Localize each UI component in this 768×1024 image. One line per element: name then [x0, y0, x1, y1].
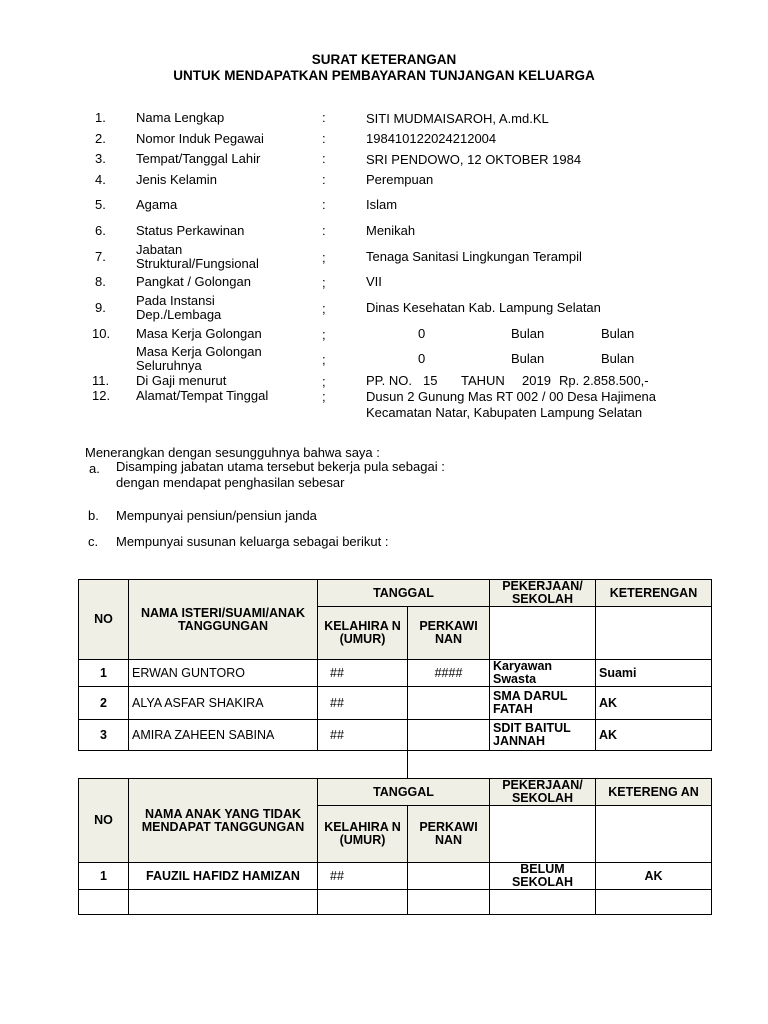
header-nama: NAMA ISTERI/SUAMI/ANAK TANGGUNGAN [129, 580, 318, 660]
field-label-line2: Seluruhnya [136, 358, 202, 373]
header-keterangan: KETERENGAN [596, 580, 712, 607]
field-label: Pangkat / Golongan [136, 274, 251, 289]
header-tanggal: TANGGAL [318, 580, 490, 607]
gaji-tahun-label: TAHUN [461, 373, 505, 388]
masa-kerja-unit: Bulan [511, 351, 545, 366]
document-title: SURAT KETERANGAN [311, 52, 457, 67]
row-nama: FAUZIL HAFIDZ HAMIZAN [129, 863, 318, 890]
non-dependent-table [78, 778, 712, 915]
row-perkawinan: #### [408, 660, 490, 687]
field-separator: : [322, 131, 326, 146]
row-no: 3 [79, 720, 129, 751]
field-label: Nama Lengkap [136, 110, 225, 125]
field-number: 12. [92, 388, 111, 403]
table-row [79, 720, 712, 751]
field-separator: : [322, 151, 326, 166]
statement-b-label: b. [88, 508, 99, 523]
row-perkawinan [408, 890, 490, 915]
field-label-line2: Dep./Lembaga [136, 307, 222, 322]
header-perkawinan: PERKAWI NAN [408, 607, 490, 660]
row-no [79, 890, 129, 915]
field-separator: : [322, 110, 326, 125]
header-perkawinan: PERKAWI NAN [408, 806, 490, 863]
row-keterangan: AK [596, 720, 712, 751]
field-separator: : [322, 223, 326, 238]
masa-kerja-unit: Bulan [601, 326, 635, 341]
field-number: 6. [95, 223, 106, 238]
field-separator: ; [322, 301, 326, 316]
field-number: 11. [92, 373, 110, 388]
field-value: Dinas Kesehatan Kab. Lampung Selatan [366, 300, 601, 315]
field-value: Perempuan [366, 172, 434, 187]
field-value: VII [366, 274, 382, 289]
field-value: Tenaga Sanitasi Lingkungan Terampil [366, 249, 582, 264]
row-perkawinan [408, 687, 490, 720]
field-separator: ; [322, 275, 326, 290]
statement-c-text: Mempunyai susunan keluarga sebagai berikut : [116, 534, 389, 549]
row-nama [129, 890, 318, 915]
field-label-line2: Struktural/Fungsional [136, 256, 259, 271]
field-label: Jabatan [136, 242, 183, 257]
masa-kerja-number: 0 [418, 351, 426, 366]
field-number: 10. [92, 326, 111, 341]
row-perkawinan [408, 720, 490, 751]
field-number: 5. [95, 197, 106, 212]
header-kelahiran: KELAHIRA N (UMUR) [318, 806, 408, 863]
field-label: Alamat/Tempat Tinggal [136, 388, 269, 403]
header-kelahiran: KELAHIRA N (UMUR) [318, 607, 408, 660]
statement-a-label: a. [89, 461, 100, 476]
field-value: 198410122024212004 [366, 131, 497, 146]
header-pekerjaan: PEKERJAAN/ SEKOLAH [490, 580, 596, 607]
field-value: Islam [366, 197, 398, 212]
field-number: 3. [95, 151, 106, 166]
masa-kerja-unit: Bulan [511, 326, 545, 341]
gaji-pp-number: 15 [423, 373, 438, 388]
row-kelahiran [318, 890, 408, 915]
gaji-tahun: 2019 [522, 373, 551, 388]
field-label: Nomor Induk Pegawai [136, 131, 264, 146]
row-kelahiran: ## [318, 863, 408, 890]
statement-a-line1: Disamping jabatan utama tersebut bekerja pula sebagai : [116, 459, 445, 474]
header-nama: NAMA ANAK YANG TIDAK MENDAPAT TANGGUNGAN [129, 779, 318, 863]
table-divider-line [407, 750, 408, 778]
table-row [79, 687, 712, 720]
row-pekerjaan: SDIT BAITUL JANNAH [490, 720, 596, 751]
field-separator: ; [322, 250, 326, 265]
row-nama: AMIRA ZAHEEN SABINA [129, 720, 318, 751]
field-label: Tempat/Tanggal Lahir [136, 151, 261, 166]
field-separator: ; [322, 389, 326, 404]
field-value: Menikah [366, 223, 416, 238]
row-perkawinan [408, 863, 490, 890]
header-empty-cell [596, 607, 712, 660]
masa-kerja-unit: Bulan [601, 351, 635, 366]
row-kelahiran: ## [318, 720, 408, 751]
gaji-amount: Rp. 2.858.500,- [559, 373, 649, 388]
field-number: 9. [95, 300, 106, 315]
field-number: 7. [95, 249, 106, 264]
row-no: 1 [79, 863, 129, 890]
row-pekerjaan [490, 890, 596, 915]
row-pekerjaan: Karyawan Swasta [490, 660, 596, 687]
row-pekerjaan: SMA DARUL FATAH [490, 687, 596, 720]
header-pekerjaan: PEKERJAAN/ SEKOLAH [490, 779, 596, 806]
header-empty-cell [490, 806, 596, 863]
field-separator: : [322, 197, 326, 212]
field-label: Jenis Kelamin [136, 172, 217, 187]
field-label: Status Perkawinan [136, 223, 245, 238]
row-nama: ALYA ASFAR SHAKIRA [129, 687, 318, 720]
table-row [79, 863, 712, 890]
field-separator: ; [322, 327, 326, 342]
header-no: NO [79, 580, 129, 660]
field-separator: ; [322, 352, 326, 367]
row-nama: ERWAN GUNTORO [129, 660, 318, 687]
statement-b-text: Mempunyai pensiun/pensiun janda [116, 508, 317, 523]
row-kelahiran: ## [318, 660, 408, 687]
field-label: Masa Kerja Golongan [136, 326, 262, 341]
field-value: SRI PENDOWO, 12 OKTOBER 1984 [366, 152, 582, 167]
field-label: Masa Kerja Golongan [136, 344, 262, 359]
row-no: 1 [79, 660, 129, 687]
statement-a-line2: dengan mendapat penghasilan sebesar [116, 475, 345, 490]
header-no: NO [79, 779, 129, 863]
row-kelahiran: ## [318, 687, 408, 720]
row-keterangan [596, 890, 712, 915]
table-row [79, 890, 712, 915]
header-empty-cell [596, 806, 712, 863]
field-number: 4. [95, 172, 106, 187]
statement-intro: Menerangkan dengan sesungguhnya bahwa saya : [85, 445, 380, 460]
field-label: Pada Instansi [136, 293, 215, 308]
row-pekerjaan: BELUM SEKOLAH [490, 863, 596, 890]
header-tanggal: TANGGAL [318, 779, 490, 806]
header-empty-cell [490, 607, 596, 660]
field-number: 2. [95, 131, 106, 146]
field-value: SITI MUDMAISAROH, A.md.KL [366, 111, 549, 126]
field-label: Di Gaji menurut [136, 373, 227, 388]
family-table [78, 579, 712, 751]
field-separator: : [322, 172, 326, 187]
gaji-pp-label: PP. NO. [366, 373, 413, 388]
header-keterangan: KETERENG AN [596, 779, 712, 806]
masa-kerja-number: 0 [418, 326, 426, 341]
field-label: Agama [136, 197, 178, 212]
row-keterangan: AK [596, 863, 712, 890]
field-separator: ; [322, 374, 326, 389]
table-row [79, 660, 712, 687]
field-number: 1. [95, 110, 106, 125]
field-value: Dusun 2 Gunung Mas RT 002 / 00 Desa Hajimena [366, 389, 657, 404]
row-keterangan: AK [596, 687, 712, 720]
row-no: 2 [79, 687, 129, 720]
document-subtitle: UNTUK MENDAPATKAN PEMBAYARAN TUNJANGAN KELUARGA [173, 68, 595, 83]
statement-c-label: c. [88, 534, 99, 549]
field-value-line2: Kecamatan Natar, Kabupaten Lampung Selatan [366, 405, 643, 420]
field-number: 8. [95, 274, 106, 289]
row-keterangan: Suami [596, 660, 712, 687]
